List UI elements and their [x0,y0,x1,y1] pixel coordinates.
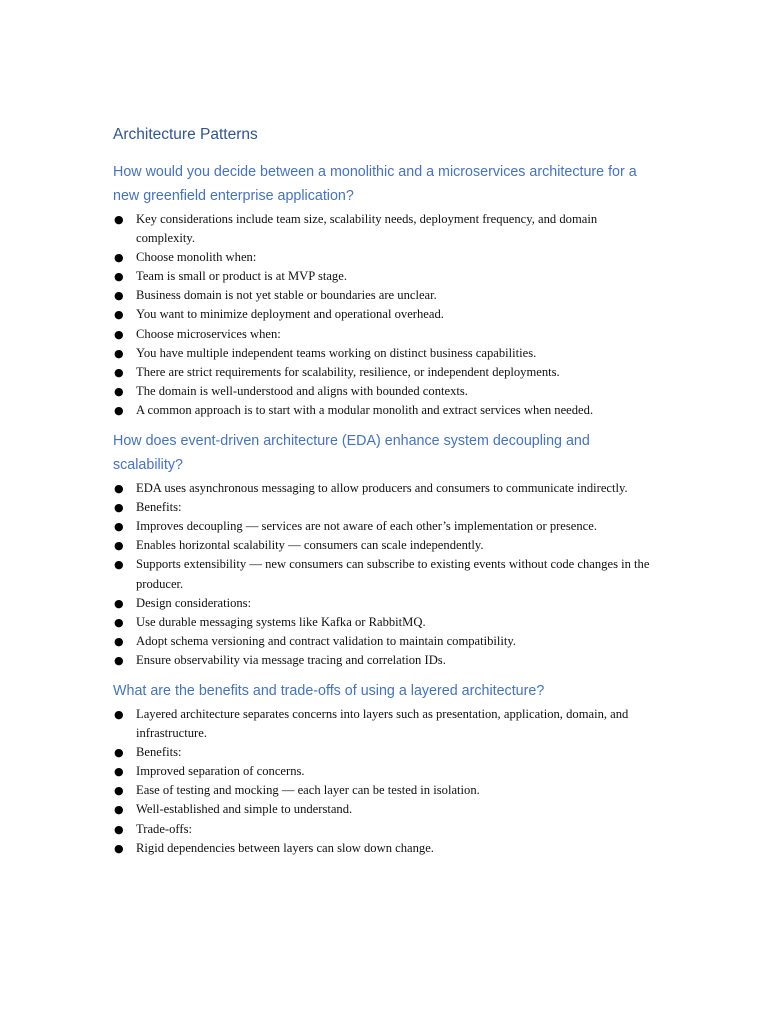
section-question-heading: What are the benefits and trade-offs of using a layered architecture? [113,682,545,699]
bullet-item [113,613,653,632]
document-content [113,124,653,867]
bullet-item [113,839,653,858]
bullet-text: Ensure observability via message tracing and correlation IDs. [136,652,446,667]
bullet-item [113,401,653,420]
bullet-icon: ● [114,615,124,629]
qa-section [113,429,653,670]
bullet-item [113,248,653,267]
bullet-icon: ● [114,784,124,798]
bullet-text: There are strict requirements for scalability, resilience, or independent deployments. [136,364,560,379]
document-sections [113,160,653,858]
bullet-item [113,743,653,762]
bullet-item [113,479,653,498]
bullet-text: Adopt schema versioning and contract validation to maintain compatibility. [136,633,517,648]
bullet-icon: ● [114,596,124,610]
bullet-text: Design considerations: [136,595,252,610]
bullet-item [113,210,653,248]
bullet-icon: ● [114,384,124,398]
bullet-icon: ● [114,558,124,572]
bullet-item [113,286,653,305]
bullet-text: Supports extensibility — new consumers can subscribe to existing events without code changes in the producer. [136,557,650,591]
bullet-item [113,594,653,613]
bullet-icon: ● [114,289,124,303]
bullet-text: Improves decoupling — services are not aware of each other’s implementation or presence. [136,519,598,534]
bullet-item [113,555,653,593]
bullet-item [113,705,653,743]
bullet-text: Enables horizontal scalability — consumers can scale independently. [136,538,484,553]
bullet-text: You have multiple independent teams working on distinct business capabilities. [136,345,537,360]
bullet-icon: ● [114,539,124,553]
bullet-icon: ● [114,346,124,360]
bullet-icon: ● [114,501,124,515]
bullet-item [113,651,653,670]
bullet-text: Improved separation of concerns. [136,764,305,779]
bullet-item [113,305,653,324]
bullet-icon: ● [114,520,124,534]
bullet-icon: ● [114,482,124,496]
bullet-text: You want to minimize deployment and operational overhead. [136,307,444,322]
section-question-heading: How does event-driven architecture (EDA) enhance system decoupling and scalability? [113,433,590,474]
bullet-icon: ● [114,746,124,760]
bullet-item [113,632,653,651]
qa-section [113,160,653,420]
bullet-icon: ● [114,365,124,379]
bullet-item [113,800,653,819]
bullet-text: Well-established and simple to understand. [136,802,353,817]
bullet-icon: ● [114,213,124,226]
document-title: Architecture Patterns [113,126,258,143]
bullet-item [113,344,653,363]
bullet-list [113,705,653,858]
bullet-text: Benefits: [136,745,182,760]
bullet-text: Layered architecture separates concerns into layers such as presentation, application, domain, and infrastructure. [136,706,629,741]
bullet-text: Key considerations include team size, scalability needs, deployment frequency, and domain complexity. [136,212,598,246]
bullet-item [113,382,653,401]
bullet-icon: ● [114,822,124,836]
bullet-text: Trade-offs: [136,821,192,836]
bullet-text: Choose microservices when: [136,326,281,341]
bullet-text: Choose monolith when: [136,250,257,265]
bullet-list [113,210,653,420]
bullet-icon: ● [114,251,124,265]
bullet-text: Use durable messaging systems like Kafka or RabbitMQ. [136,614,426,629]
bullet-item [113,820,653,839]
bullet-item [113,498,653,517]
bullet-icon: ● [114,327,124,341]
bullet-icon: ● [114,270,124,284]
bullet-item [113,781,653,800]
bullet-icon: ● [114,803,124,817]
bullet-item [113,363,653,382]
bullet-text: A common approach is to start with a modular monolith and extract services when needed. [136,402,594,417]
bullet-icon: ● [114,403,124,417]
bullet-text: Rigid dependencies between layers can slow down change. [136,840,434,855]
bullet-icon: ● [114,765,124,779]
bullet-icon: ● [114,841,124,855]
bullet-icon: ● [114,308,124,322]
bullet-text: Ease of testing and mocking — each layer can be tested in isolation. [136,783,480,798]
qa-section [113,679,653,858]
bullet-item [113,267,653,286]
bullet-list [113,479,653,670]
bullet-item [113,762,653,781]
bullet-item [113,325,653,344]
bullet-item [113,517,653,536]
bullet-text: Business domain is not yet stable or boundaries are unclear. [136,288,437,303]
bullet-text: Team is small or product is at MVP stage. [136,269,347,284]
bullet-icon: ● [114,653,124,667]
bullet-text: Benefits: [136,500,182,515]
bullet-text: The domain is well-understood and aligns with bounded contexts. [136,383,468,398]
bullet-icon: ● [114,707,124,721]
bullet-icon: ● [114,634,124,648]
bullet-item [113,536,653,555]
section-question-heading: How would you decide between a monolithic and a microservices architecture for a new greenfield enterprise application? [113,164,637,204]
bullet-text: EDA uses asynchronous messaging to allow producers and consumers to communicate indirectly. [136,481,628,496]
